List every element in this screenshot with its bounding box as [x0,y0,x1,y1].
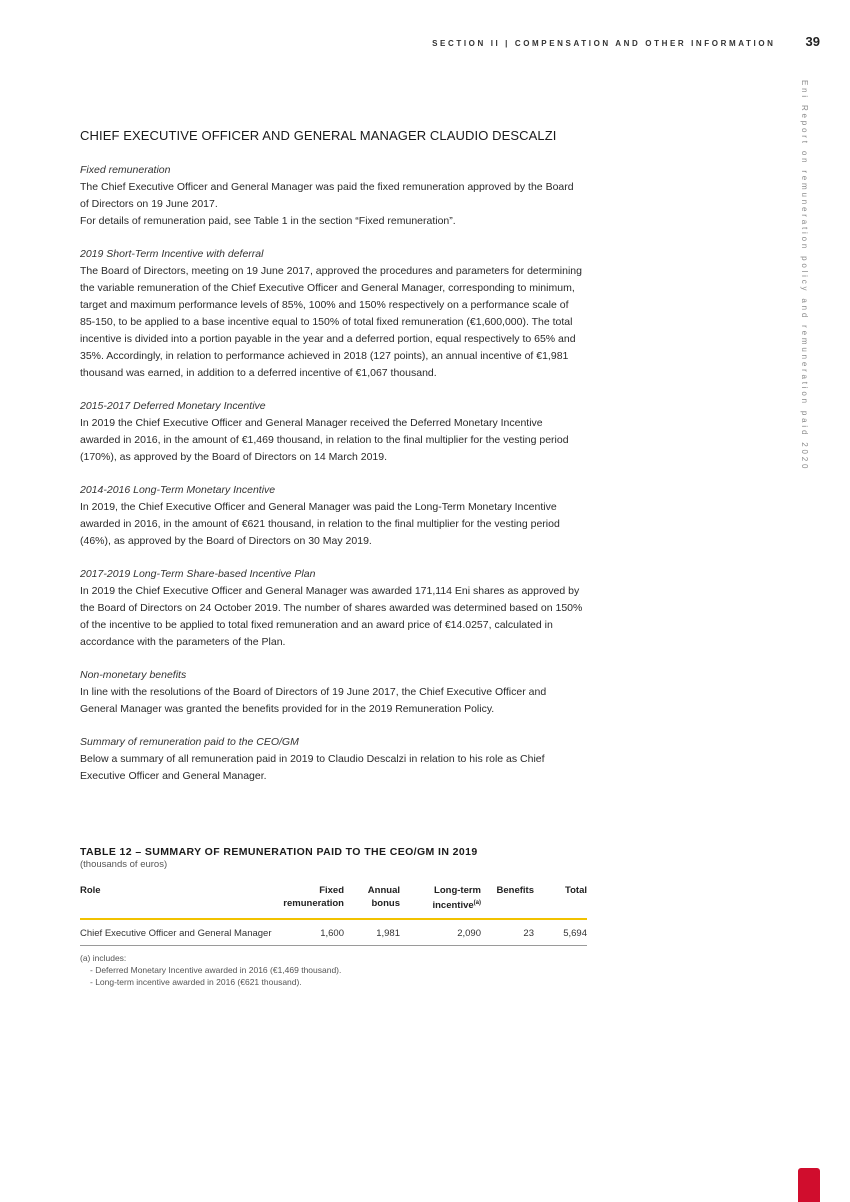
column-header-label: remuneration [283,898,344,909]
section-label: SECTION II | COMPENSATION AND OTHER INFORMATION [432,39,776,48]
column-header-label: Fixed [319,885,344,896]
corner-tab [798,1168,820,1202]
column-header-benefits [481,884,534,919]
footnote-marker: (a) [473,900,481,906]
block-paragraph: In 2019 the Chief Executive Officer and General Manager was awarded 171,114 Eni shares as approved by the Board of Directors on 24 October 2019. The number of shares awarded was determined based on 150% of the incentive to be applied to total fixed remuneration and an award price of €14.0257, calculated in accordance with the parameters of the Plan. [80,585,583,648]
page-title: CHIEF EXECUTIVE OFFICER AND GENERAL MANAGER CLAUDIO DESCALZI [80,128,557,143]
block-paragraph: In line with the resolutions of the Board of Directors of 19 June 2017, the Chief Executive Officer and General Manager was granted the benefits provided for in the 2019 Remuneration Policy. [80,686,547,715]
page-number: 39 [805,34,820,49]
block-summary [80,734,585,785]
table-row [80,919,587,946]
block-paragraph: The Chief Executive Officer and General Manager was paid the fixed remuneration approved by the Board of Directors on 19 June 2017. [80,181,574,210]
block-heading: 2014-2016 Long-Term Monetary Incentive [80,484,276,496]
column-header-label: bonus [371,898,400,909]
block-short-term-incentive [80,246,585,382]
note-item: - Deferred Monetary Incentive awarded in 2016 (€1,469 thousand). [90,965,342,976]
column-header-label: incentive [432,900,474,912]
page-header [400,34,820,49]
block-deferred-monetary-incentive [80,398,585,466]
cell-total: 5,694 [534,919,587,946]
column-header-role [80,884,280,919]
block-non-monetary-benefits [80,667,585,718]
note-intro: (a) includes: [80,953,127,964]
block-paragraph: For details of remuneration paid, see Table 1 in the section “Fixed remuneration”. [80,215,456,227]
column-header-annual [344,884,400,919]
table-notes [80,952,587,988]
note-items [80,964,587,988]
cell-benefits: 23 [481,919,534,946]
block-long-term-monetary-incentive [80,482,585,550]
block-fixed-remuneration [80,162,585,230]
column-header-long-term [400,884,481,919]
block-heading: Fixed remuneration [80,164,171,176]
remuneration-table [80,884,587,946]
column-header-total [534,884,587,919]
column-header-label: Long-term [434,885,481,896]
table-title: TABLE 12 – SUMMARY OF REMUNERATION PAID TO THE CEO/GM IN 2019 [80,846,478,858]
cell-fixed: 1,600 [280,919,344,946]
main-content [80,128,585,801]
column-header-label: Annual [367,885,400,896]
column-header-label: Total [565,885,587,896]
column-header-label: Role [80,885,101,896]
block-heading: Summary of remuneration paid to the CEO/GM [80,736,299,748]
block-heading: Non-monetary benefits [80,669,187,681]
block-heading: 2019 Short-Term Incentive with deferral [80,248,264,260]
column-header-fixed [280,884,344,919]
block-paragraph: The Board of Directors, meeting on 19 June 2017, approved the procedures and parameters for determining the variable remuneration of the Chief Executive Officer and General Manager, corresponding to minimum, target and maximum performance levels of 85%, 100% and 150% respectively on a performance scale of 85-150, to be applied to a base incentive equal to 150% of total fixed remuneration (€1,600,000). The total incentive is divided into a portion payable in the year and a deferred portion, equal respectively to 65% and 35%. Accordingly, in relation to performance achieved in 2018 (127 points), an annual incentive of €1,981 thousand was earned, in addition to a deferred incentive of €1,067 thousand. [80,265,582,379]
column-header-label: Benefits [496,885,534,896]
note-item: - Long-term incentive awarded in 2016 (€621 thousand). [90,977,302,988]
table-subtitle: (thousands of euros) [80,859,168,870]
table-header-row [80,884,587,919]
side-report-label: Eni Report on remuneration policy and remuneration paid 2020 [800,80,809,472]
block-paragraph: In 2019, the Chief Executive Officer and General Manager was paid the Long-Term Monetary Incentive awarded in 2016, in the amount of €621 thousand, in relation to the final multiplier for the vesting period (46%), as approved by the Board of Directors on 30 May 2019. [80,501,560,547]
block-paragraph: In 2019 the Chief Executive Officer and General Manager received the Deferred Monetary Incentive awarded in 2016, in the amount of €1,469 thousand, in relation to the final multiplier for the vesting period (170%), as approved by the Board of Directors on 14 March 2019. [80,417,569,463]
cell-annual: 1,981 [344,919,400,946]
cell-role: Chief Executive Officer and General Manager [80,919,280,946]
block-paragraph: Below a summary of all remuneration paid in 2019 to Claudio Descalzi in relation to his role as Chief Executive Officer and General Manager. [80,753,545,782]
block-heading: 2017-2019 Long-Term Share-based Incentive Plan [80,568,316,580]
cell-long-term: 2,090 [400,919,481,946]
remuneration-table-section [80,846,587,988]
block-share-based-plan [80,566,585,651]
block-heading: 2015-2017 Deferred Monetary Incentive [80,400,266,412]
